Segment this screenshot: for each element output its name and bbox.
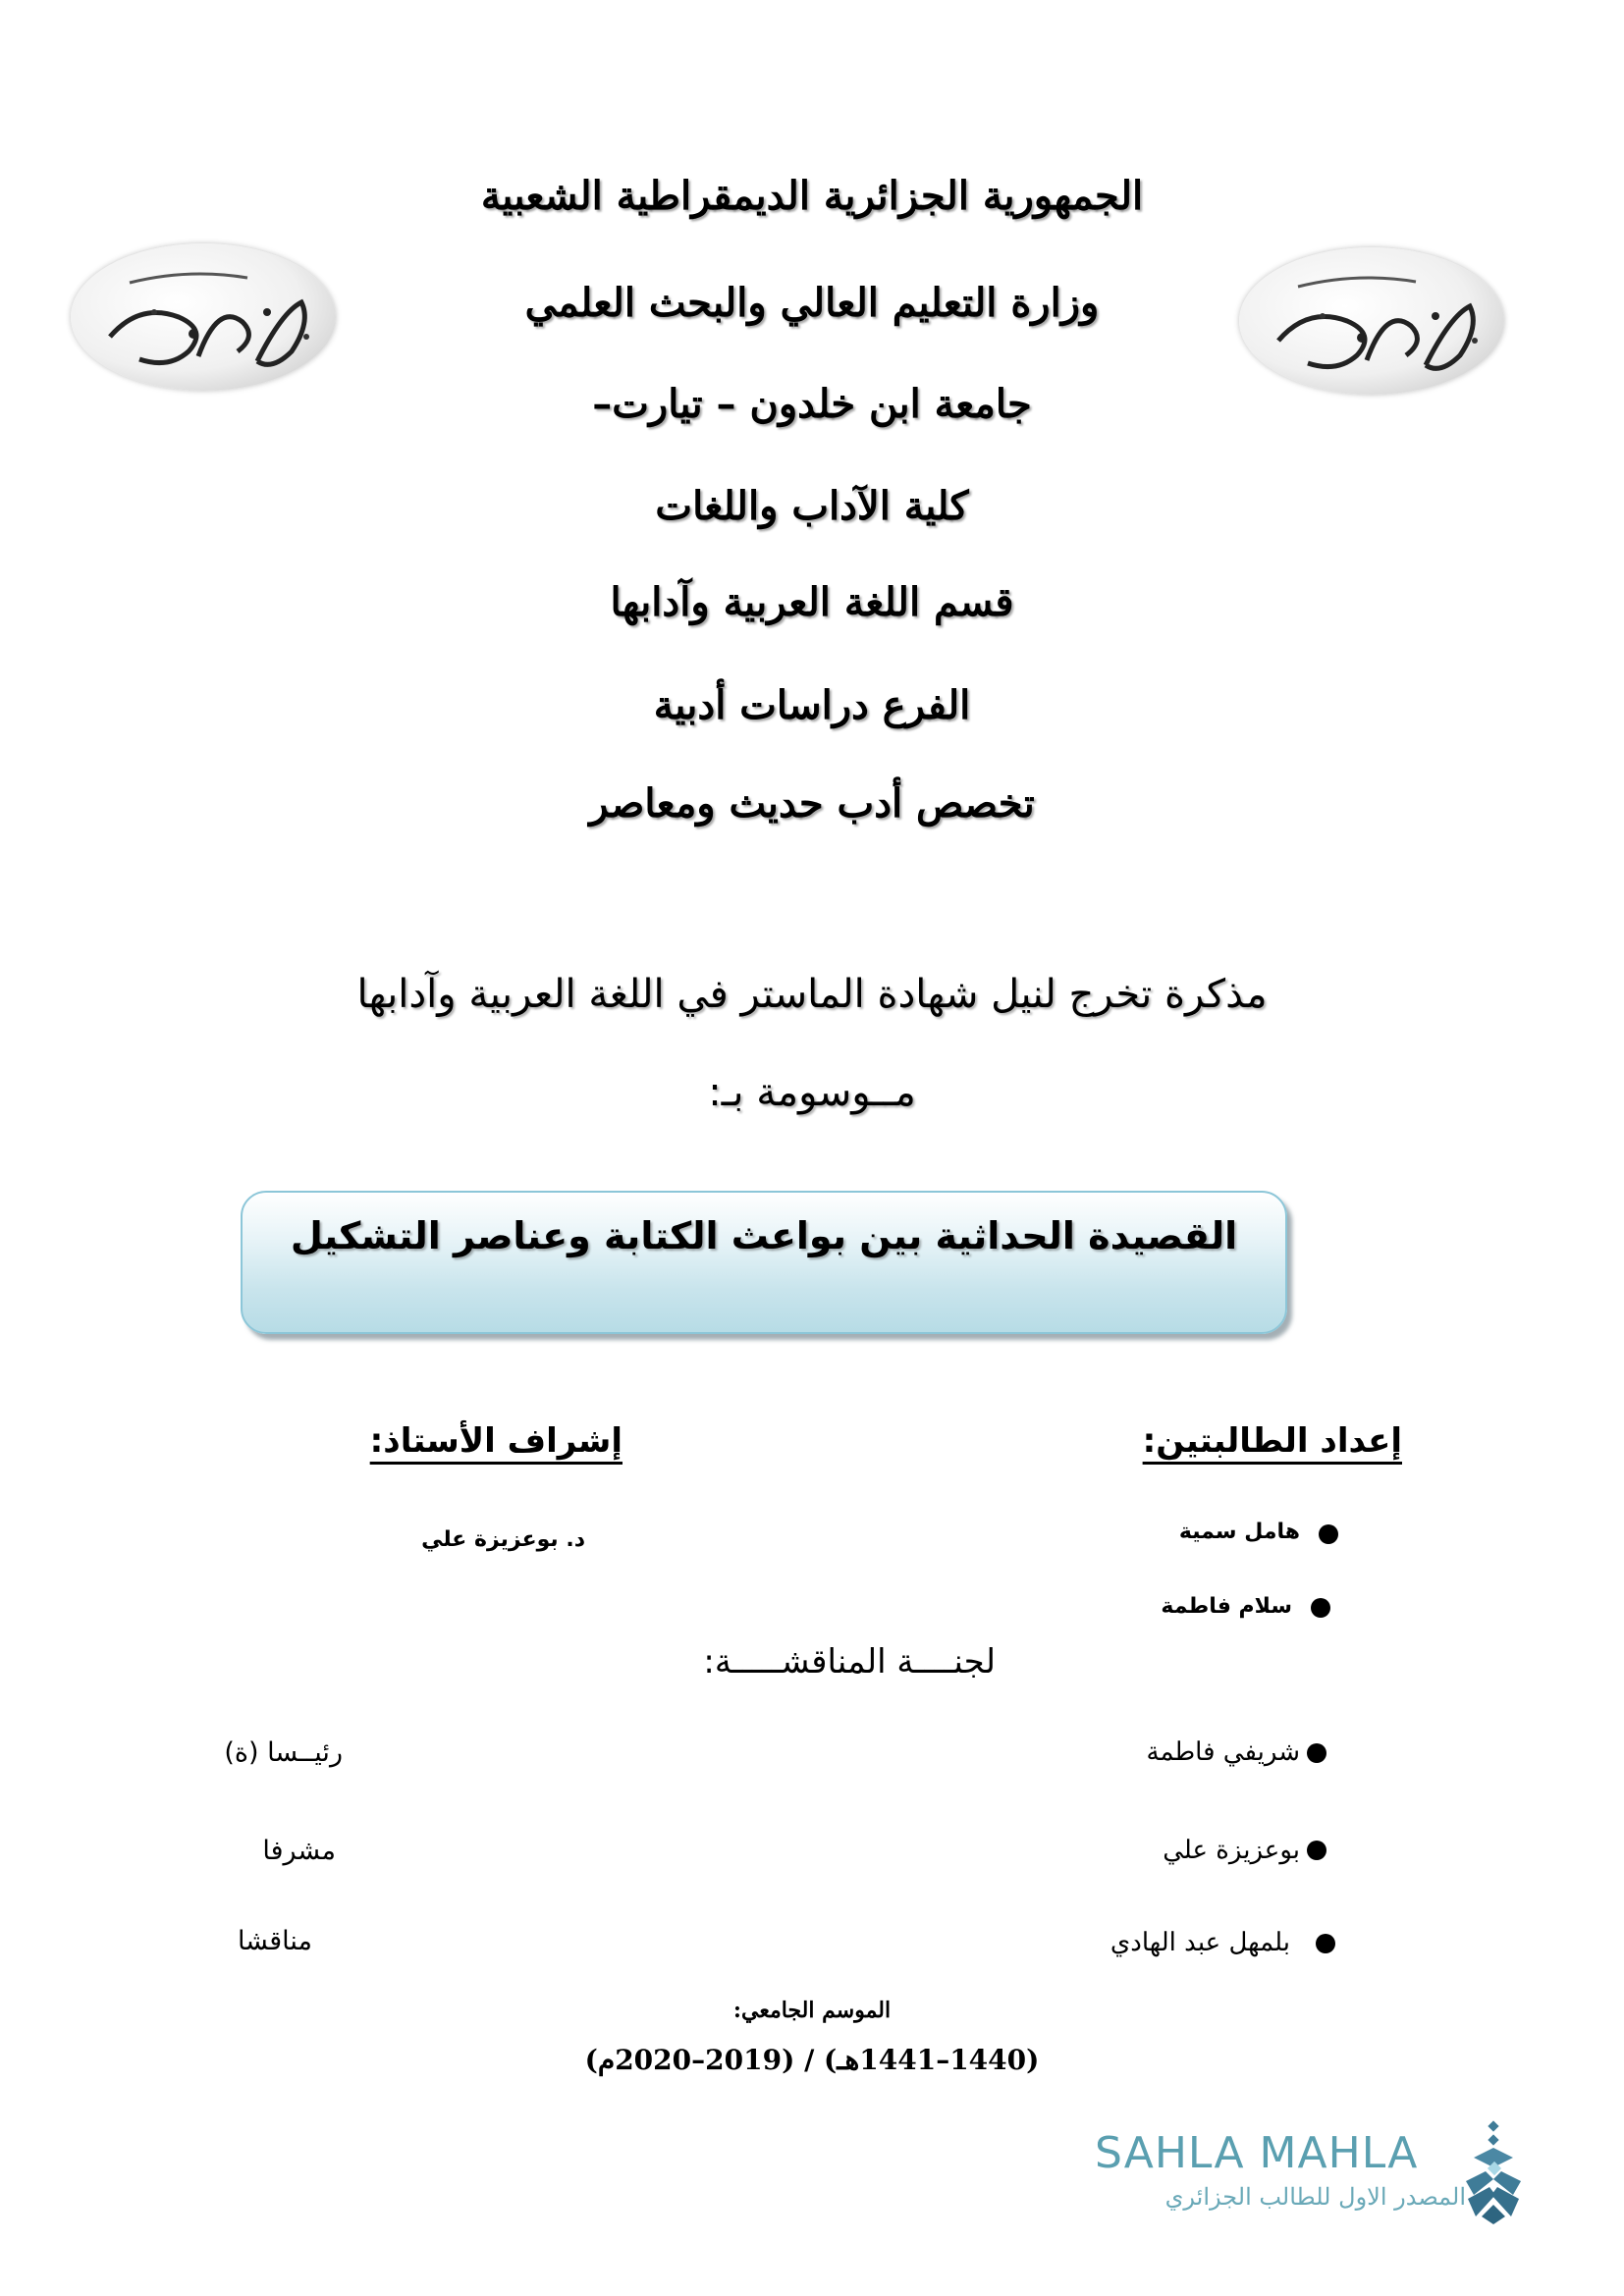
thesis-title: القصيدة الحداثية بين بواعث الكتابة وعناصر التشكيل: [290, 1214, 1238, 1257]
header-specialty: تخصص أدب حديث ومعاصر: [589, 780, 1035, 827]
header-department: قسم اللغة العربية وآدابها: [610, 579, 1014, 625]
header-branch: الفرع دراسات أدبية: [653, 682, 971, 728]
committee-role-3: مناقشا: [237, 1926, 312, 1956]
academic-season-label: الموسم الجامعي:: [732, 1998, 892, 2023]
bullet-icon: [1316, 1934, 1335, 1953]
committee-member-3: بلمهل عبد الهادي: [1110, 1928, 1290, 1957]
titled-label: مــوسومة بـ:: [708, 1070, 916, 1115]
committee-role-2: مشرفا: [262, 1836, 336, 1866]
header-ministry: وزارة التعليم العالي والبحث العلمي: [524, 280, 1100, 326]
student-name-1: هامل سمية: [1178, 1520, 1300, 1544]
committee-member-1: شريفي فاطمة: [1146, 1737, 1300, 1767]
committee-heading: لجنــــة المناقشـــــة:: [703, 1642, 996, 1682]
header-republic: الجمهورية الجزائرية الديمقراطية الشعبية: [480, 173, 1144, 219]
supervisor-heading: إشراف الأستاذ:: [369, 1421, 623, 1461]
header-university: جامعة ابن خلدون – تيارت–: [592, 381, 1032, 427]
thesis-purpose: مذكرة تخرج لنيل شهادة الماستر في اللغة العربية وآدابها: [356, 972, 1268, 1017]
bullet-icon: [1311, 1598, 1330, 1618]
sahla-mahla-watermark: [1095, 2120, 1527, 2228]
brand-logo-icon: [1460, 2120, 1527, 2226]
student-name-2: سلام فاطمة: [1161, 1594, 1292, 1619]
thesis-title-box: [241, 1191, 1287, 1334]
supervisor-name: د. بوعزيزة علي: [421, 1527, 585, 1552]
academic-season-value: (1440–1441هـ) / (2019–2020م): [584, 2044, 1040, 2076]
bullet-icon: [1307, 1841, 1326, 1860]
committee-role-1: رئيــسا (ة): [224, 1737, 343, 1768]
bullet-icon: [1307, 1743, 1326, 1763]
committee-member-2: بوعزيزة علي: [1163, 1836, 1300, 1865]
bullet-icon: [1319, 1524, 1338, 1544]
brand-tagline: المصدر الاول للطالب الجزائري: [1164, 2183, 1466, 2211]
brand-name: SAHLA MAHLA: [1095, 2128, 1419, 2178]
header-faculty: كلية الآداب واللغات: [655, 483, 969, 529]
students-heading: إعداد الطالبتين:: [1142, 1421, 1402, 1461]
